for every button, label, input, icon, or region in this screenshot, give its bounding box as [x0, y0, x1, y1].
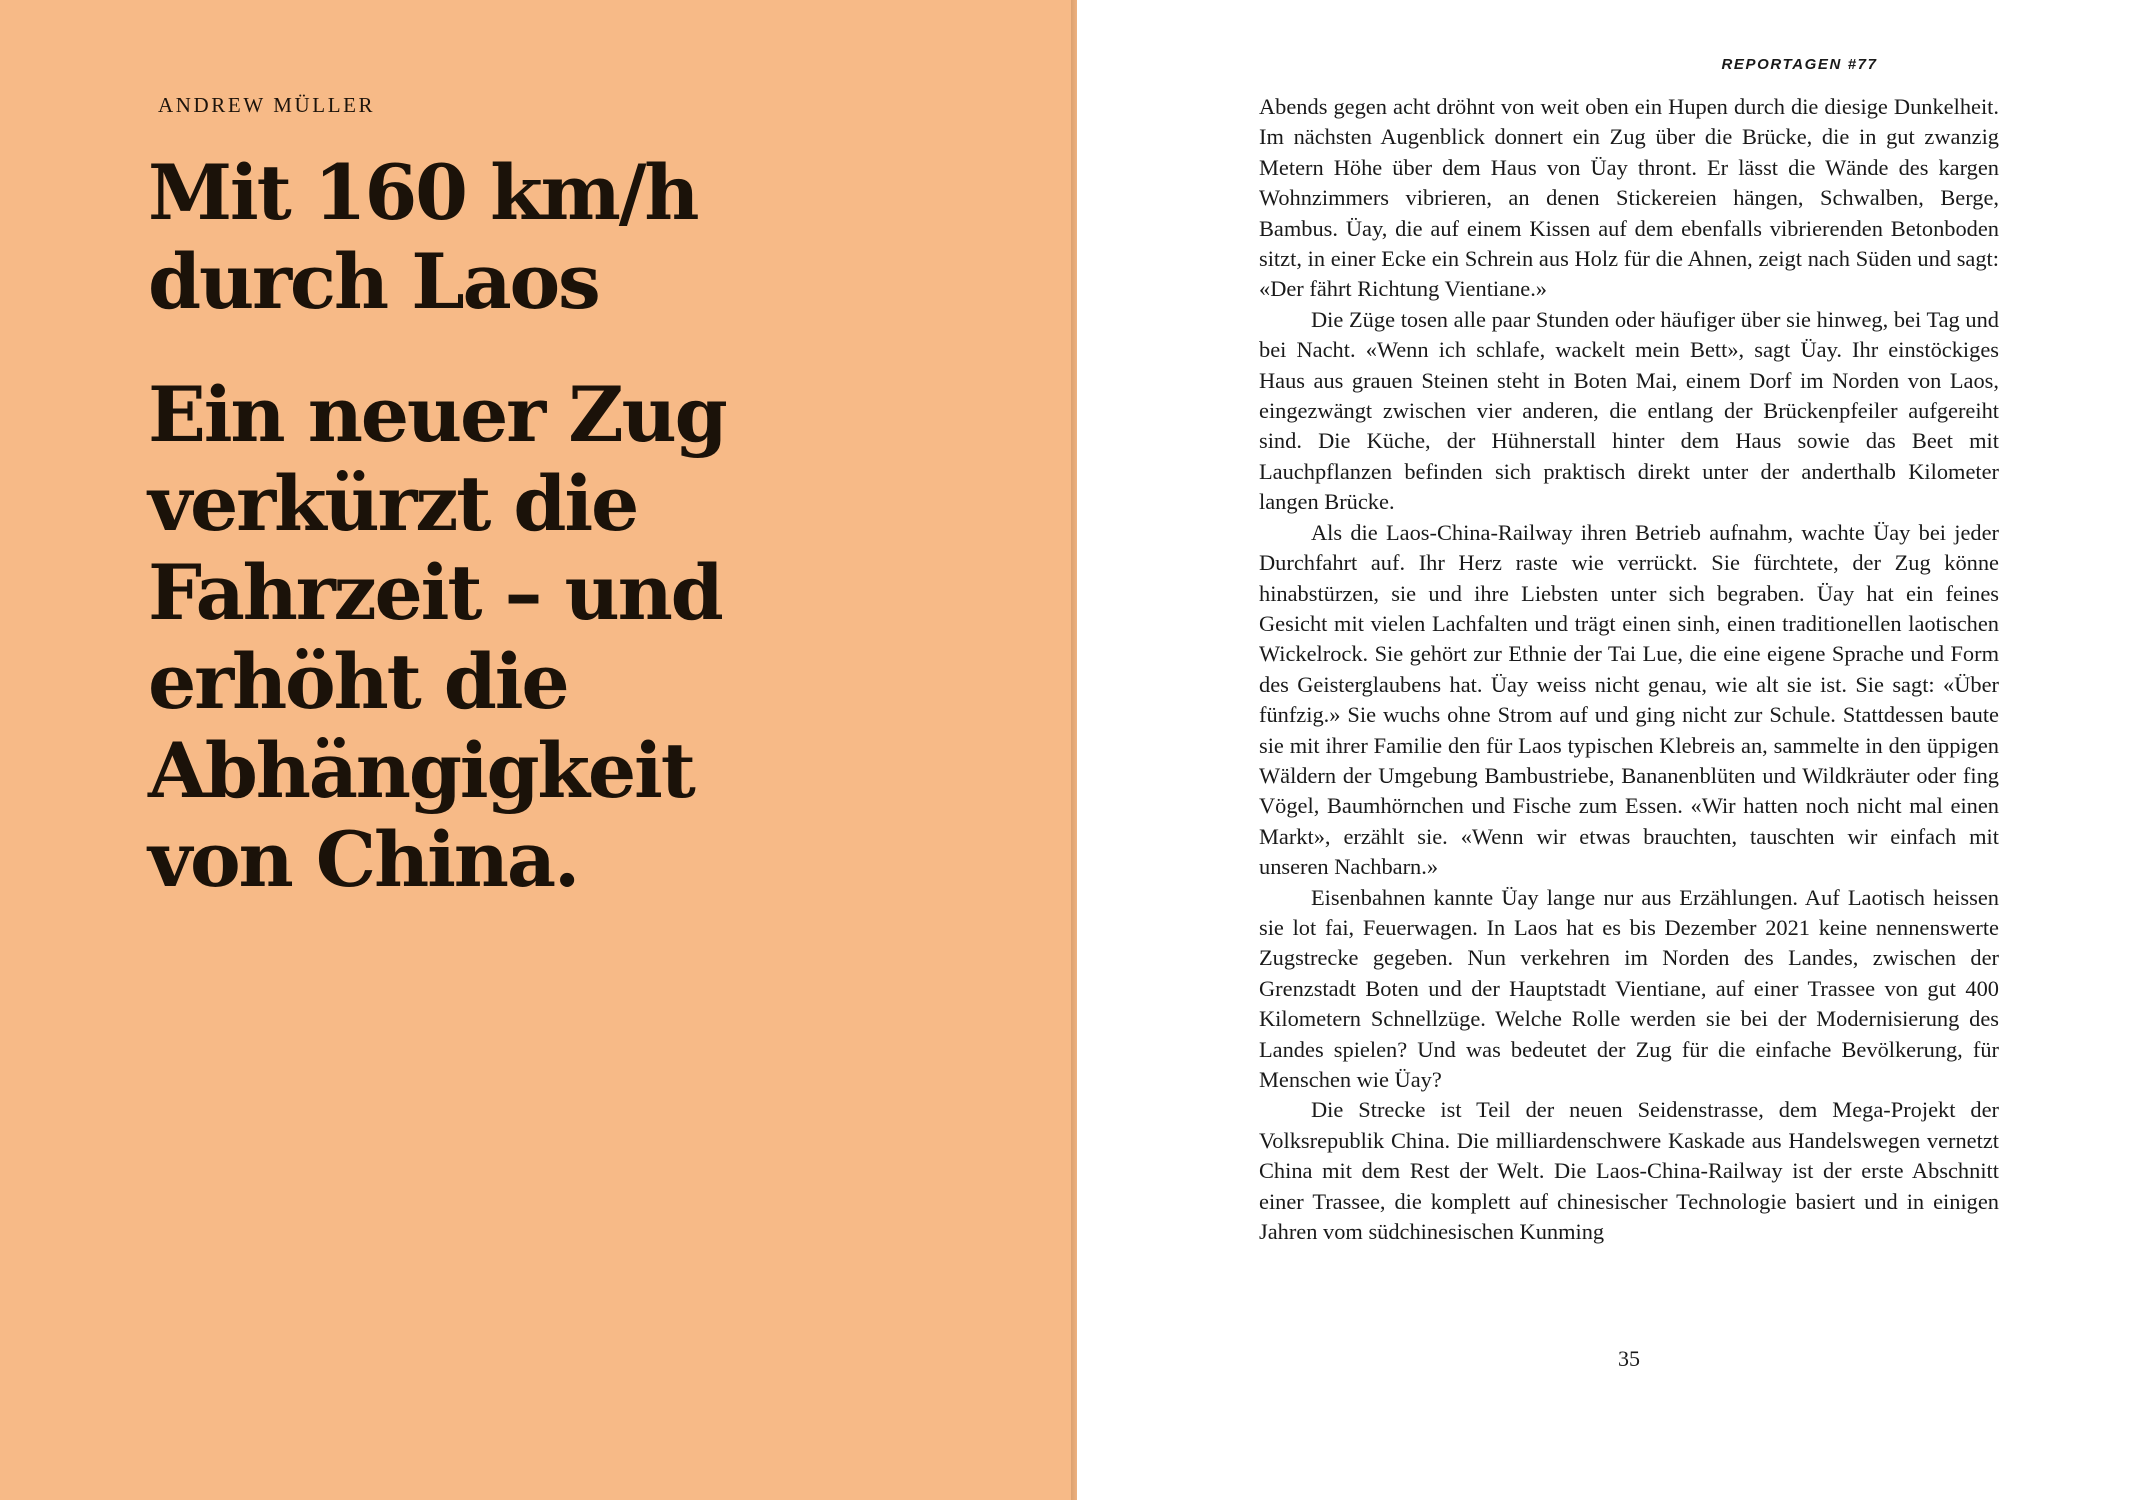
title-line: durch Laos: [148, 237, 599, 326]
body-paragraph: Die Züge tosen alle paar Stunden oder häufiger über sie hinweg, bei Tag und bei Nacht. «Wenn ich schlafe, wackelt mein Bett», sagt Üay. Ihr einstöckiges Haus aus grauen Steinen steht in Boten Mai, einem Dorf im Norden von Laos, eingezwängt zwischen vier anderen, die entlang der Brückenpfeiler aufgereiht sind. Die Küche, der Hühnerstall hinter dem Haus sowie das Beet mit Lauchpflanzen befinden sich praktisch direkt unter der anderthalb Kilometer langen Brücke.: [1259, 306, 1999, 515]
author-name: ANDREW MÜLLER: [158, 93, 376, 117]
body-paragraph: Die Strecke ist Teil der neuen Seidenstrasse, dem Mega-Projekt der Volksrepublik China. Die milliardenschwere Kaskade aus Handelswegen vernetzt China mit dem Rest der Welt. Die Laos-China-Railway ist der erste Abschnitt einer Trassee, die komplett auf chinesischer Technologie basiert und in einigen Jahren vom südchinesischen Kunming: [1259, 1097, 1999, 1245]
title-line: Mit 160 km/h: [148, 148, 698, 237]
subtitle-line: verkürzt die: [148, 459, 638, 548]
subtitle-line: Ein neuer Zug: [148, 370, 726, 459]
body-paragraph: Abends gegen acht dröhnt von weit oben ein Hupen durch die diesige Dunkelheit. Im nächsten Augenblick donnert ein Zug über die Brücke, die in gut zwanzig Metern Höhe über dem Haus von Üay thront. Er lässt die Wände des kargen Wohnzimmers vibrieren, an denen Stickereien hängen, Schwalben, Berge, Bambus. Üay, die auf einem Kissen auf dem ebenfalls vibrierenden Betonboden sitzt, in einer Ecke ein Schrein aus Holz für die Ahnen, zeigt nach Süden und sagt: «Der fährt Richtung Vientiane.»: [1259, 94, 1999, 302]
subtitle-line: erhöht die: [148, 637, 568, 726]
right-page: [1077, 0, 2152, 1500]
article-title: [148, 148, 1028, 326]
subtitle-line: Abhängigkeit: [148, 726, 694, 815]
subtitle-line: von China.: [148, 815, 579, 904]
body-paragraph: Eisenbahnen kannte Üay lange nur aus Erzählungen. Auf Laotisch heissen sie lot fai, Feuerwagen. In Laos hat es bis Dezember 2021 keine nennenswerte Zugstrecke gegeben. Nun verkehren im Norden des Landes, zwischen der Grenzstadt Boten und der Hauptstadt Vientiane, auf einer Trassee von gut 400 Kilometern Schnellzüge. Welche Rolle werden sie bei der Modernisierung des Landes spielen? Und was bedeutet der Zug für die einfache Bevölkerung, für Menschen wie Üay?: [1259, 884, 1999, 1092]
subtitle-line: Fahrzeit – und: [148, 548, 722, 637]
running-head: REPORTAGEN #77: [1721, 56, 1878, 73]
article-body: [1259, 92, 1999, 1247]
page-number: 35: [1618, 1346, 1640, 1371]
article-subtitle: [148, 370, 1028, 904]
body-paragraph: Als die Laos-China-Railway ihren Betrieb aufnahm, wachte Üay bei jeder Durchfahrt auf. Ihr Herz raste wie verrückt. Sie fürchtete, der Zug könne hinabstürzen, sie und ihre Liebsten unter sich begraben. Üay hat ein feines Gesicht mit vielen Lachfalten und trägt einen sinh, einen traditionellen laotischen Wickelrock. Sie gehört zur Ethnie der Tai Lue, die eine eigene Sprache und Form des Geisterglaubens hat. Üay weiss nicht genau, wie alt sie ist. Sie sagt: «Über fünfzig.» Sie wuchs ohne Strom auf und ging nicht zur Schule. Stattdessen baute sie mit ihrer Familie den für Laos typischen Klebreis an, sammelte in den üppigen Wäldern der Umgebung Bambustriebe, Bananenblüten und Wildkräuter oder fing Vögel, Baumhörnchen und Fische zum Essen. «Wir hatten noch nicht mal einen Markt», erzählt sie. «Wenn wir etwas brauchten, tauschten wir einfach mit unseren Nachbarn.»: [1259, 519, 1999, 880]
